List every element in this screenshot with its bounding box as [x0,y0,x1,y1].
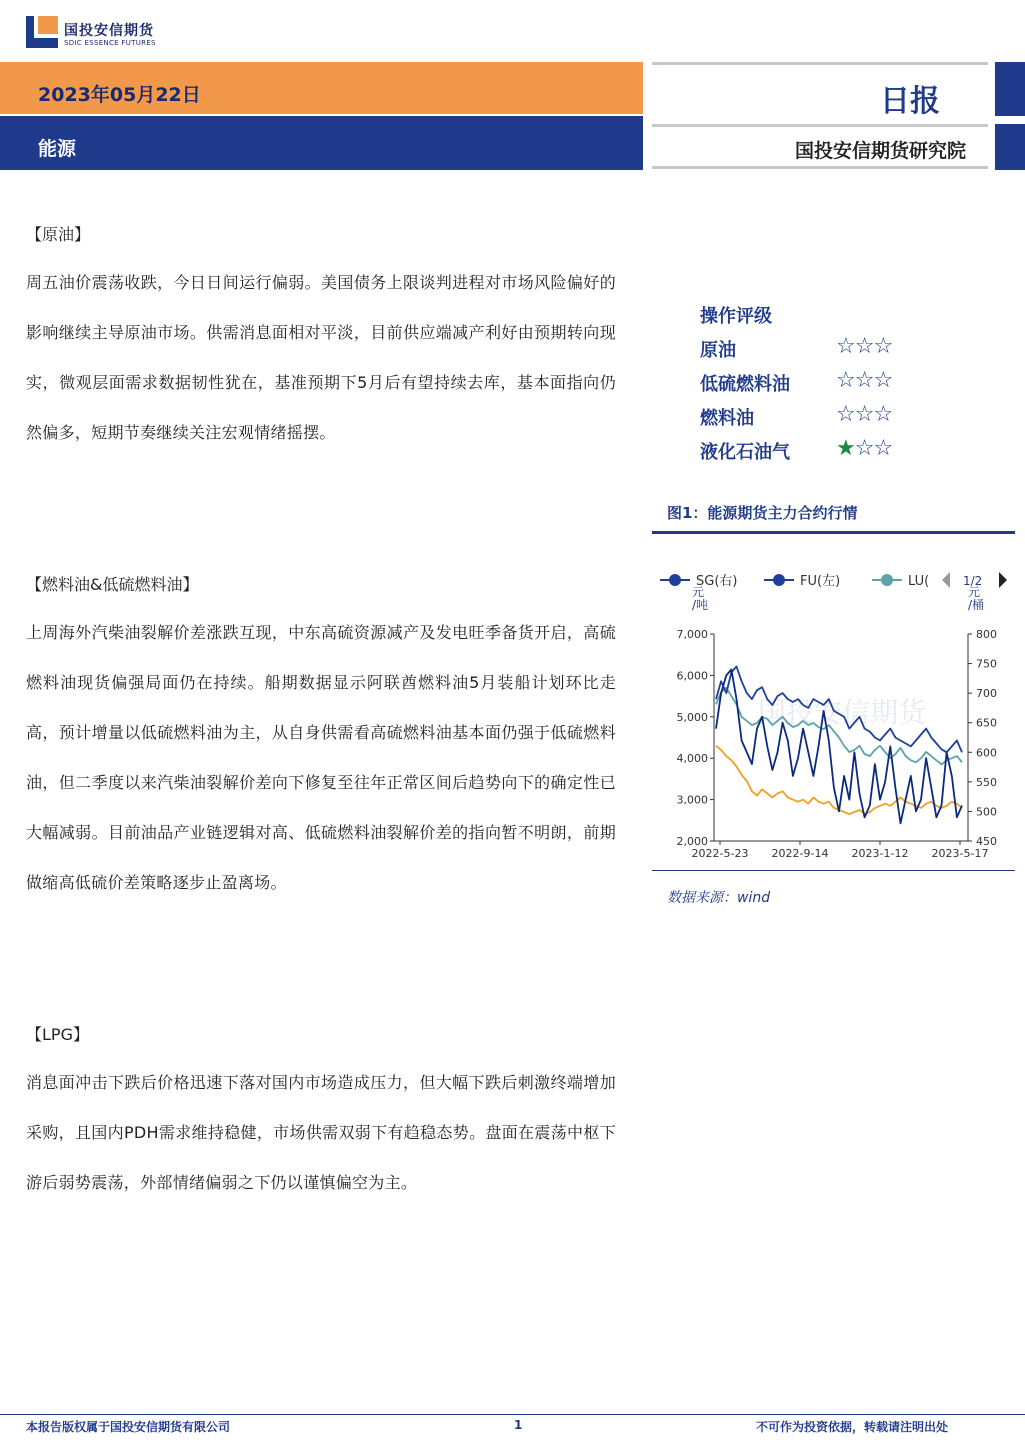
sector-band [0,116,643,170]
company-logo [26,16,58,48]
right-tick-label: 700 [976,687,997,701]
legend-label: FU(左) [800,574,841,589]
header-rule-top [652,62,988,65]
star-outline-icon: ☆ [873,436,893,461]
header-block-top [995,62,1025,116]
right-tick-label: 650 [976,716,997,730]
left-tick-label: 3,000 [676,793,708,807]
rating-title: 操作评级 [700,306,772,327]
right-axis-unit: 元/桶 [968,585,985,612]
report-date: 2023年05月22日 [38,84,201,106]
figure-title: 图1：能源期货主力合约行情 [667,504,858,522]
star-filled-icon: ★ [836,436,855,461]
rating-stars-lpg [836,436,892,461]
report-type: 日报 [880,84,940,119]
star-outline-icon: ☆ [854,368,874,393]
logo-text-en: SDIC ESSENCE FUTURES [64,39,156,47]
data-source: 数据来源：wind [667,890,771,906]
watermark-text: 国投安信期货 [757,696,927,729]
rating-name-lpg: 液化石油气 [700,442,790,463]
energy-futures-chart [652,560,1015,865]
x-tick-label: 2022-5-23 [691,847,749,860]
legend-marker [773,574,785,586]
star-outline-icon: ☆ [854,436,874,461]
rating-name-fuel-oil: 燃料油 [700,408,754,429]
header-rule-mid [652,124,988,127]
rating-stars-crude [836,334,892,359]
figure-rule [652,531,1015,534]
star-outline-icon: ☆ [836,402,855,427]
section-title-crude: 【原油】 [26,225,91,244]
figure-bottom-rule [652,870,1015,871]
left-tick-label: 2,000 [676,835,708,848]
header-block-bottom [995,124,1025,170]
star-outline-icon: ☆ [854,402,874,427]
chart-series [716,667,962,824]
right-tick-label: 800 [976,628,997,641]
star-outline-icon: ☆ [854,334,874,359]
page-number: 1 [514,1418,523,1432]
sector-title: 能源 [38,138,77,160]
rating-name-crude: 原油 [700,340,736,361]
header-rule-bottom [652,166,988,169]
x-tick-label: 2023-1-12 [851,847,909,860]
legend-label: SG(右) [696,574,738,589]
series-line [716,670,962,824]
legend-marker [669,574,681,586]
footer-rule [0,1414,1025,1415]
section-text-crude: 周五油价震荡收跌，今日日间运行偏弱。美国债务上限谈判进程对市场风险偏好的影响继续主导原油市场。供需消息面相对平淡，目前供应端减产利好由预期转向现实，微观层面需求数据韧性犹在，基准预期下5月后有望持续去库，基本面指向仍然偏多，短期节奏继续关注宏观情绪摇摆。 [26,273,616,442]
chart-legend[interactable] [660,572,1007,589]
right-tick-label: 450 [976,835,997,848]
right-tick-label: 750 [976,657,997,671]
x-tick-label: 2022-9-14 [771,847,829,860]
footer-copyright: 本报告版权属于国投安信期货有限公司 [26,1420,231,1434]
section-text-lpg: 消息面冲击下跌后价格迅速下落对国内市场造成压力，但大幅下跌后刺激终端增加采购，且国内PDH需求维持稳健，市场供需双弱下有趋稳态势。盘面在震荡中枢下游后弱势震荡，外部情绪偏弱之下仍以谨慎偏空为主。 [26,1073,616,1192]
star-outline-icon: ☆ [836,368,855,393]
left-tick-label: 4,000 [676,752,708,766]
institute-name: 国投安信期货研究院 [795,140,967,162]
legend-marker [881,574,893,586]
star-outline-icon: ☆ [873,402,893,427]
right-tick-label: 550 [976,775,997,789]
star-outline-icon: ☆ [836,334,855,359]
legend-label: LU( [908,574,930,589]
chart-axes [677,628,998,860]
star-outline-icon: ☆ [873,334,893,359]
right-tick-label: 600 [976,746,997,760]
x-tick-label: 2023-5-17 [931,847,989,860]
right-tick-label: 500 [976,805,997,819]
legend-prev-icon [942,572,950,588]
rating-name-lsfo: 低硫燃料油 [700,374,790,395]
footer-disclaimer: 不可作为投资依据，转载请注明出处 [756,1420,949,1434]
left-tick-label: 6,000 [676,669,708,683]
legend-page-label: 1/2 [963,574,983,588]
legend-next-icon [999,572,1007,588]
rating-stars-fuel-oil [836,402,892,427]
star-outline-icon: ☆ [873,368,893,393]
section-title-lpg: 【LPG】 [26,1025,89,1044]
left-tick-label: 7,000 [676,628,708,641]
logo-text-cn: 国投安信期货 [64,23,154,39]
section-text-fuel: 上周海外汽柴油裂解价差涨跌互现，中东高硫资源减产及发电旺季备货开启，高硫燃料油现货偏强局面仍在持续。船期数据显示阿联酋燃料油5月装船计划环比走高，预计增量以低硫燃料油为主，从自身供需看高硫燃料油基本面仍强于低硫燃料油，但二季度以来汽柴油裂解价差向下修复至往年正常区间后趋势向下的确定性已大幅减弱。目前油品产业链逻辑对高、低硫燃料油裂解价差的指向暂不明朗，前期做缩高低硫价差策略逐步止盈离场。 [26,623,616,892]
left-axis-unit: 元/吨 [692,585,709,612]
rating-stars-lsfo [836,368,892,393]
left-tick-label: 5,000 [676,710,708,724]
section-title-fuel: 【燃料油&低硫燃料油】 [26,575,199,594]
